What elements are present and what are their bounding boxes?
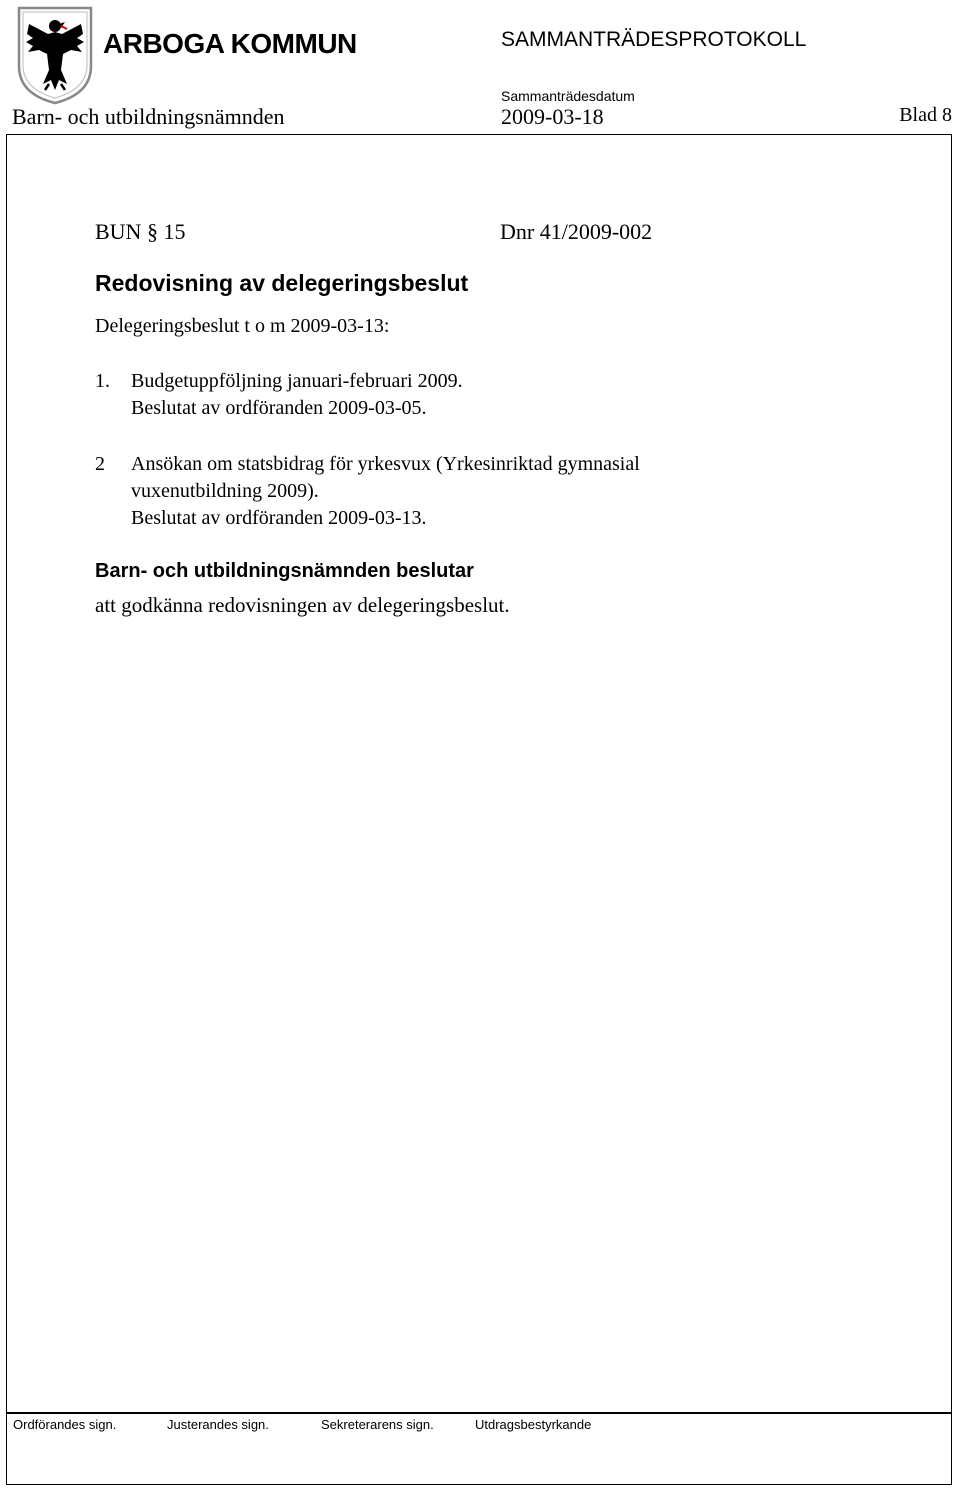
case-number: BUN § 15 <box>95 219 186 244</box>
list-item-line: vuxenutbildning 2009). <box>131 480 319 502</box>
committee-name: Barn- och utbildningsnämnden <box>12 104 285 129</box>
diary-number: Dnr 41/2009-002 <box>500 219 653 244</box>
chair-signature-label: Ordförandes sign. <box>13 1417 117 1432</box>
list-item-line: Ansökan om statsbidrag för yrkesvux (Yrkesinriktad gymnasial <box>131 453 640 475</box>
page-number: Blad 8 <box>899 104 952 126</box>
extract-certification-label: Utdragsbestyrkande <box>475 1417 592 1432</box>
intro-text: Delegeringsbeslut t o m 2009-03-13: <box>95 315 390 337</box>
adjuster-signature-label: Justerandes sign. <box>167 1417 269 1432</box>
secretary-signature-label: Sekreterarens sign. <box>321 1417 434 1432</box>
list-item-line: Beslutat av ordföranden 2009-03-13. <box>131 507 427 529</box>
decision-heading: Barn- och utbildningsnämnden beslutar <box>95 560 474 582</box>
decision-text: att godkänna redovisningen av delegeringsbeslut. <box>95 593 510 617</box>
list-item-number: 1. <box>95 370 110 392</box>
case-heading: Redovisning av delegeringsbeslut <box>95 270 469 296</box>
arboga-coat-of-arms-icon <box>15 4 95 106</box>
list-item-line: Budgetuppföljning januari-februari 2009. <box>131 370 463 392</box>
footer-divider <box>7 1412 951 1414</box>
document-type: SAMMANTRÄDESPROTOKOLL <box>501 28 807 51</box>
meeting-date: 2009-03-18 <box>501 104 604 129</box>
organization-name: ARBOGA KOMMUN <box>103 28 357 59</box>
list-item-line: Beslutat av ordföranden 2009-03-05. <box>131 397 427 419</box>
list-item-number: 2 <box>95 453 105 475</box>
meeting-date-label: Sammanträdesdatum <box>501 88 635 104</box>
